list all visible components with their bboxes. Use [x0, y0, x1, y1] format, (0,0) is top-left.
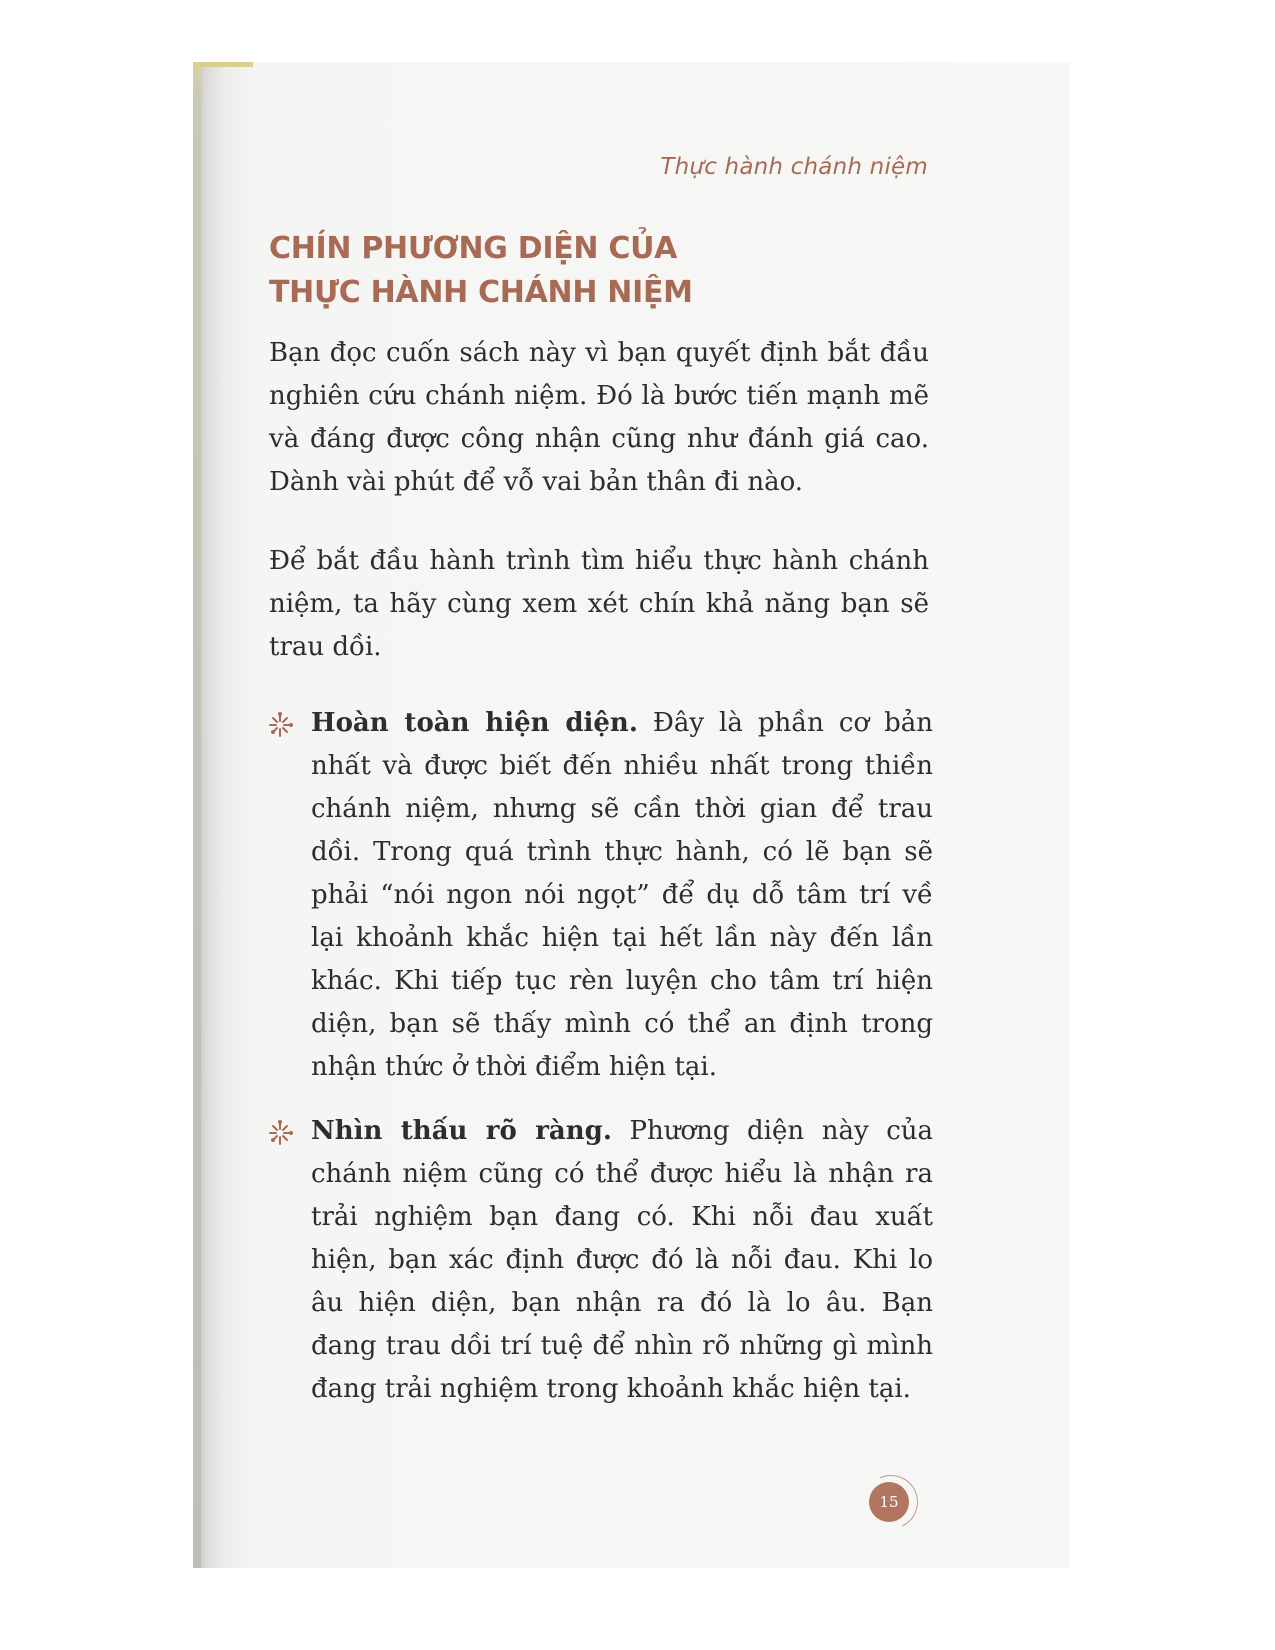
page-number: 15	[869, 1482, 909, 1522]
running-header: Thực hành chánh niệm	[660, 154, 928, 180]
bullet-heading: Hoàn toàn hiện diện.	[311, 708, 638, 738]
page-top-edge	[193, 62, 253, 67]
bullet-text	[311, 1110, 933, 1411]
flower-bullet-icon	[265, 1118, 295, 1148]
bullet-text	[311, 702, 933, 1089]
spine-shadow	[193, 62, 201, 1568]
flower-bullet-icon	[265, 710, 295, 740]
bullet-body: Đây là phần cơ bản nhất và được biết đến nhiều nhất trong thiền chánh niệm, nhưng sẽ cần thời gian để trau dồi. Trong quá trình thực hành, có lẽ bạn sẽ phải “nói ngon nói ngọt” để dụ dỗ tâm trí về lại khoảnh khắc hiện tại hết lần này đến lần khác. Khi tiếp tục rèn luyện cho tâm trí hiện diện, bạn sẽ thấy mình có thể an định trong nhận thức ở thời điểm hiện tại.	[311, 708, 933, 1082]
second-paragraph: Để bắt đầu hành trình tìm hiểu thực hành chánh niệm, ta hãy cùng xem xét chín khả năng bạn sẽ trau dồi.	[269, 546, 929, 662]
chapter-title-line-1: CHÍN PHƯƠNG DIỆN CỦA	[269, 231, 678, 266]
bullet-heading: Nhìn thấu rõ ràng.	[311, 1116, 612, 1146]
bullet-body: Phương diện này của chánh niệm cũng có thể được hiểu là nhận ra trải nghiệm bạn đang có. Khi nỗi đau xuất hiện, bạn xác định được đó là nỗi đau. Khi lo âu hiện diện, bạn nhận ra đó là lo âu. Bạn đang trau dồi trí tuệ để nhìn rõ những gì mình đang trải nghiệm trong khoảnh khắc hiện tại.	[311, 1116, 933, 1404]
book-page	[193, 62, 1070, 1568]
intro-paragraph: Bạn đọc cuốn sách này vì bạn quyết định bắt đầu nghiên cứu chánh niệm. Đó là bước tiến mạnh mẽ và đáng được công nhận cũng như đánh giá cao. Dành vài phút để vỗ vai bản thân đi nào.	[269, 338, 929, 497]
chapter-title	[269, 227, 829, 315]
chapter-title-line-2: THỰC HÀNH CHÁNH NIỆM	[269, 275, 693, 310]
